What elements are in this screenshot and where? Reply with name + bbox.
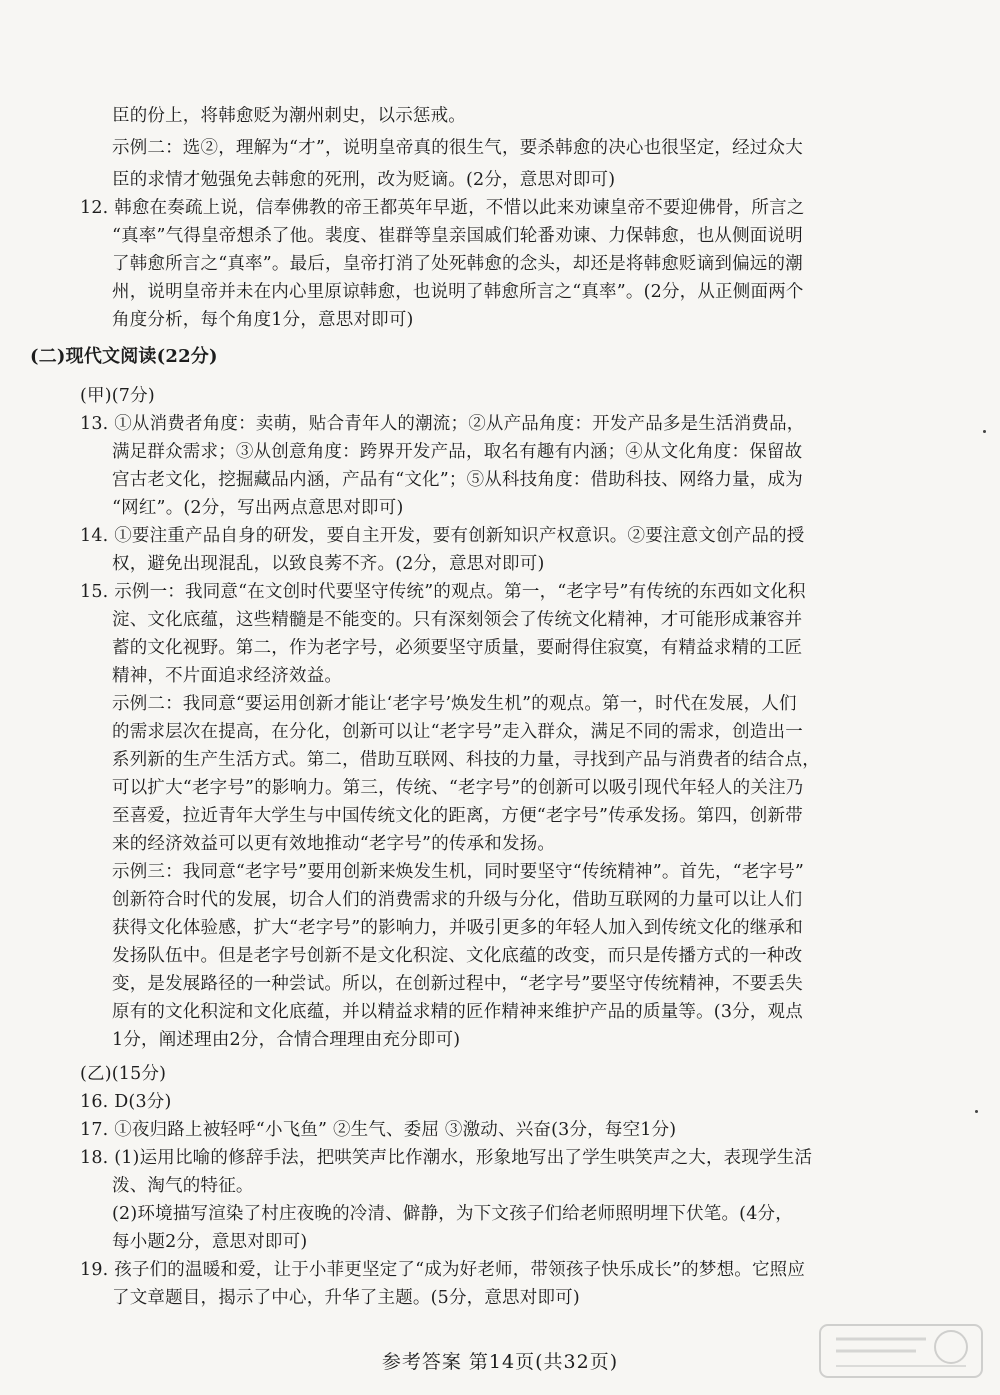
text-line: 获得文化体验感，扩大“老字号”的影响力，并吸引更多的年轻人加入到传统文化的继承和	[112, 918, 803, 938]
text-line: 1分，阐述理由2分，合情合理理由充分即可)	[112, 1030, 461, 1050]
answer-14: 14. ①要注重产品自身的研发，要自主开发，要有创新知识产权意识。②要注意文创产品的授	[80, 526, 805, 546]
text-line: 的需求层次在提高，在分化，创新可以让“老字号”走入群众，满足不同的需求，创造出一	[112, 722, 803, 742]
text-line: 精神，不片面追求经济效益。	[112, 666, 343, 686]
section-heading-modern-reading: (二)现代文阅读(22分)	[30, 346, 218, 367]
text-line: 创新符合时代的发展，切合人们的消费需求的升级与分化，借助互联网的力量可以让人们	[112, 890, 803, 910]
scan-speck	[975, 1110, 978, 1113]
example-two: 示例二：我同意“要运用创新才能让‘老字号’焕发生机”的观点。第一，时代在发展，人们	[112, 694, 797, 714]
scan-speck	[983, 430, 986, 433]
text-line: 淀、文化底蕴，这些精髓是不能变的。只有深刻领会了传统文化精神，才可能形成兼容并	[112, 610, 803, 630]
text-line: 蓄的文化视野。第二，作为老字号，必须要坚守质量，要耐得住寂寞，有精益求精的工匠	[112, 638, 803, 658]
answer-19: 19. 孩子们的温暖和爱，让于小菲更坚定了“成为好老师，带领孩子快乐成长”的梦想。它照应	[80, 1260, 806, 1280]
subsection-yi: (乙)(15分)	[80, 1064, 167, 1084]
text-line: “真率”气得皇帝想杀了他。裴度、崔群等皇亲国戚们轮番劝谏、力保韩愈，也从侧面说明	[112, 226, 803, 246]
text-line: 至喜爱，拉近青年大学生与中国传统文化的距离，方便“老字号”传承发扬。第四，创新带	[112, 806, 803, 826]
answer-15: 15. 示例一：我同意“在文创时代要坚守传统”的观点。第一，“老字号”有传统的东西如文化积	[80, 582, 806, 602]
text-line: 可以扩大“老字号”的影响力。第三，传统、“老字号”的创新可以吸引现代年轻人的关注乃	[112, 778, 804, 798]
text-line: 泼、淘气的特征。	[112, 1176, 254, 1196]
answer-16: 16. D(3分)	[80, 1092, 172, 1112]
watermark-logo	[816, 1321, 986, 1381]
subsection-jia: (甲)(7分)	[80, 386, 155, 406]
text-line: 系列新的生产生活方式。第二，借助互联网、科技的力量，寻找到产品与消费者的结合点，	[112, 750, 820, 770]
text-line: 原有的文化积淀和文化底蕴，并以精益求精的匠作精神来维护产品的质量等。(3分，观点	[112, 1002, 803, 1022]
text-line: 每小题2分，意思对即可)	[112, 1232, 308, 1252]
text-line: 发扬队伍中。但是老字号创新不是文化积淀、文化底蕴的改变，而只是传播方式的一种改	[112, 946, 803, 966]
answer-17: 17. ①夜归路上被轻呼“小飞鱼” ②生气、委屈 ③激动、兴奋(3分，每空1分)	[80, 1120, 677, 1140]
example-three: 示例三：我同意“老字号”要用创新来焕发生机，同时要坚守“传统精神”。首先，“老字号”	[112, 862, 805, 882]
text-line: 臣的求情才勉强免去韩愈的死刑，改为贬谪。(2分，意思对即可)	[112, 170, 616, 190]
page-footer: 参考答案 第14页(共32页)	[381, 1351, 619, 1373]
text-line: 臣的份上，将韩愈贬为潮州刺史，以示惩戒。	[112, 106, 466, 126]
text-line: (2)环境描写渲染了村庄夜晚的冷清、僻静，为下文孩子们给老师照明埋下伏笔。(4分，	[112, 1204, 793, 1224]
text-line: 示例二：选②，理解为“才”，说明皇帝真的很生气，要杀韩愈的决心也很坚定，经过众大	[112, 138, 803, 158]
text-line: 了文章题目，揭示了中心，升华了主题。(5分，意思对即可)	[112, 1288, 580, 1308]
text-line: 州，说明皇帝并未在内心里原谅韩愈，也说明了韩愈所言之“真率”。(2分，从正侧面两个	[112, 282, 804, 302]
text-line: 来的经济效益可以更有效地推动“老字号”的传承和发扬。	[112, 834, 556, 854]
text-line: 宫古老文化，挖掘藏品内涵，产品有“文化”；⑤从科技角度：借助科技、网络力量，成为	[112, 470, 803, 490]
answer-18: 18. (1)运用比喻的修辞手法，把哄笑声比作潮水，形象地写出了学生哄笑声之大，表现学生活	[80, 1148, 813, 1168]
text-line: 变，是发展路径的一种尝试。所以，在创新过程中，“老字号”要坚守传统精神，不要丢失	[112, 974, 803, 994]
text-line: 满足群众需求；③从创意角度：跨界开发产品，取名有趣有内涵；④从文化角度：保留故	[112, 442, 803, 462]
answer-12: 12. 韩愈在奏疏上说，信奉佛教的帝王都英年早逝，不惜以此来劝谏皇帝不要迎佛骨，所言之	[80, 198, 805, 218]
text-line: 角度分析，每个角度1分，意思对即可)	[112, 310, 414, 330]
text-line: “网红”。(2分，写出两点意思对即可)	[112, 498, 404, 518]
text-line: 了韩愈所言之“真率”。最后，皇帝打消了处死韩愈的念头，却还是将韩愈贬谪到偏远的潮	[112, 254, 803, 274]
answer-13: 13. ①从消费者角度：卖萌，贴合青年人的潮流；②从产品角度：开发产品多是生活消费品，	[80, 414, 805, 434]
text-line: 权，避免出现混乱，以致良莠不齐。(2分，意思对即可)	[112, 554, 545, 574]
